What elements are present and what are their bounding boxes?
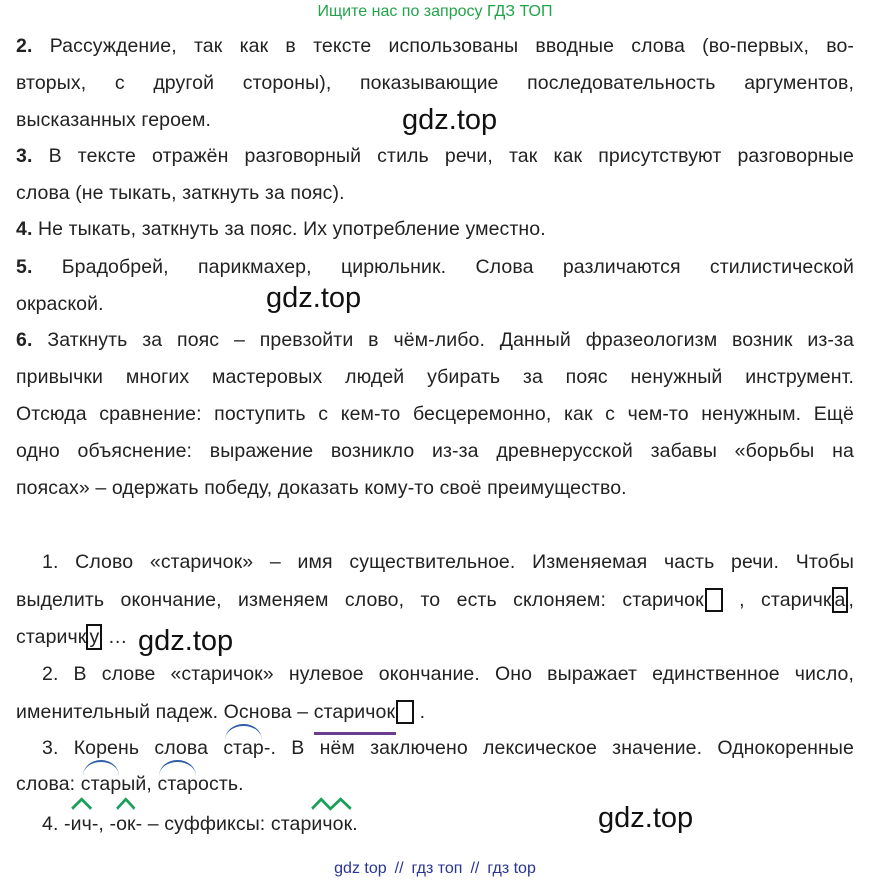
- answer-5-number: 5.: [16, 256, 33, 278]
- footer-link[interactable]: gdz top: [334, 860, 387, 877]
- analysis-2-line-2: именительный падеж. Основа – старичок .: [16, 694, 854, 731]
- root-arc: стар: [81, 766, 122, 803]
- suffix-caret-icon: [71, 798, 92, 810]
- answer-3-number: 3.: [16, 145, 33, 167]
- zero-ending-box: [396, 700, 414, 724]
- footer-separator: //: [394, 860, 404, 877]
- analysis-4-line-1: 4. - ич-, - ок- – суффиксы: стар ичок.: [42, 806, 854, 843]
- analysis-2-cont: [16, 694, 854, 731]
- suffix-double-caret-icon: [311, 798, 352, 810]
- answer-5-line-2: окраской.: [16, 293, 104, 315]
- answer-5: [16, 249, 854, 323]
- header-banner[interactable]: Ищите нас по запросу ГДЗ ТОП: [317, 3, 553, 20]
- word-base-underline: старичок: [314, 694, 414, 731]
- footer-link[interactable]: гдз top: [487, 860, 536, 877]
- analysis-2: [42, 656, 854, 693]
- watermark: gdz.top: [266, 282, 362, 314]
- analysis-2-line-1: 2. В слове «старичок» нулевое окончание. Оно выражает единственное число,: [42, 663, 854, 685]
- suffix-caret-icon: [116, 798, 136, 810]
- analysis-3-cont: [16, 766, 854, 803]
- answer-3-line-2: слова (не тыкать, заткнуть за пояс).: [16, 182, 345, 204]
- suffix-mark: ок: [116, 806, 136, 843]
- analysis-3-line-1: 3. Корень слова стар-. В нём заключено лексическое значение. Однокоренные: [42, 730, 854, 767]
- answer-4-number: 4.: [16, 218, 33, 240]
- answer-2-line-3: высказанных героем.: [16, 109, 212, 131]
- watermark: gdz.top: [402, 104, 498, 136]
- root-arc: стар: [223, 730, 264, 767]
- answer-5-line-1: 5. Брадобрей, парикмахер, цирюльник. Слова различаются стилистической: [16, 256, 854, 278]
- answer-6-line-5: поясах» – одержать победу, доказать кому-то своё преимущество.: [16, 477, 627, 499]
- ending-box: у: [86, 624, 102, 650]
- analysis-4: [42, 806, 854, 843]
- footer-links: [0, 860, 870, 878]
- answer-2-line-1: 2. Рассуждение, так как в тексте использованы вводные слова (во-первых, во-: [16, 35, 854, 57]
- zero-ending-box: [705, 588, 723, 612]
- answer-3: [16, 138, 854, 212]
- ending-box: а: [832, 587, 849, 613]
- footer-link[interactable]: гдз топ: [411, 860, 463, 877]
- answer-6-number: 6.: [16, 329, 33, 351]
- analysis-3: [42, 730, 854, 767]
- answer-4: [16, 211, 854, 248]
- analysis-3-line-2: слова: старый, старость.: [16, 766, 854, 803]
- analysis-1-line-3: старичк у …: [16, 626, 128, 648]
- answer-6: [16, 322, 854, 507]
- analysis-1-line-1: 1. Слово «старичок» – имя существительное. Изменяемая часть речи. Чтобы: [42, 551, 854, 573]
- analysis-1-line-2: выделить окончание, изменяем слово, то есть склоняем: старичок , старичк а ,: [16, 589, 854, 611]
- answer-6-line-4: одно объяснение: выражение возникло из-за древнерусской забавы «борьбы на: [16, 440, 854, 462]
- answer-6-line-2: привычки многих мастеровых людей убирать за пояс ненужный инструмент.: [16, 366, 854, 388]
- suffix-mark: ичок: [311, 806, 352, 843]
- answer-4-text: Не тыкать, заткнуть за пояс. Их употребление уместно.: [38, 218, 546, 240]
- answer-6-line-3: Отсюда сравнение: поступить с кем-то бесцеремонно, как с чем-то ненужным. Ещё: [16, 403, 854, 425]
- answer-2-number: 2.: [16, 35, 33, 57]
- answer-2-line-2: вторых, с другой стороны), показывающие последовательность аргументов,: [16, 72, 854, 94]
- watermark: gdz.top: [138, 625, 234, 657]
- answer-3-line-1: 3. В тексте отражён разговорный стиль речи, так как присутствуют разговорные: [16, 145, 854, 167]
- root-arc: стар: [157, 766, 198, 803]
- suffix-mark: ич: [71, 806, 92, 843]
- watermark: gdz.top: [598, 802, 694, 834]
- answer-6-line-1: 6. Заткнуть за пояс – превзойти в чём-либо. Данный фразеологизм возник из-за: [16, 329, 854, 351]
- analysis-1: [42, 544, 854, 581]
- footer-separator: //: [470, 860, 480, 877]
